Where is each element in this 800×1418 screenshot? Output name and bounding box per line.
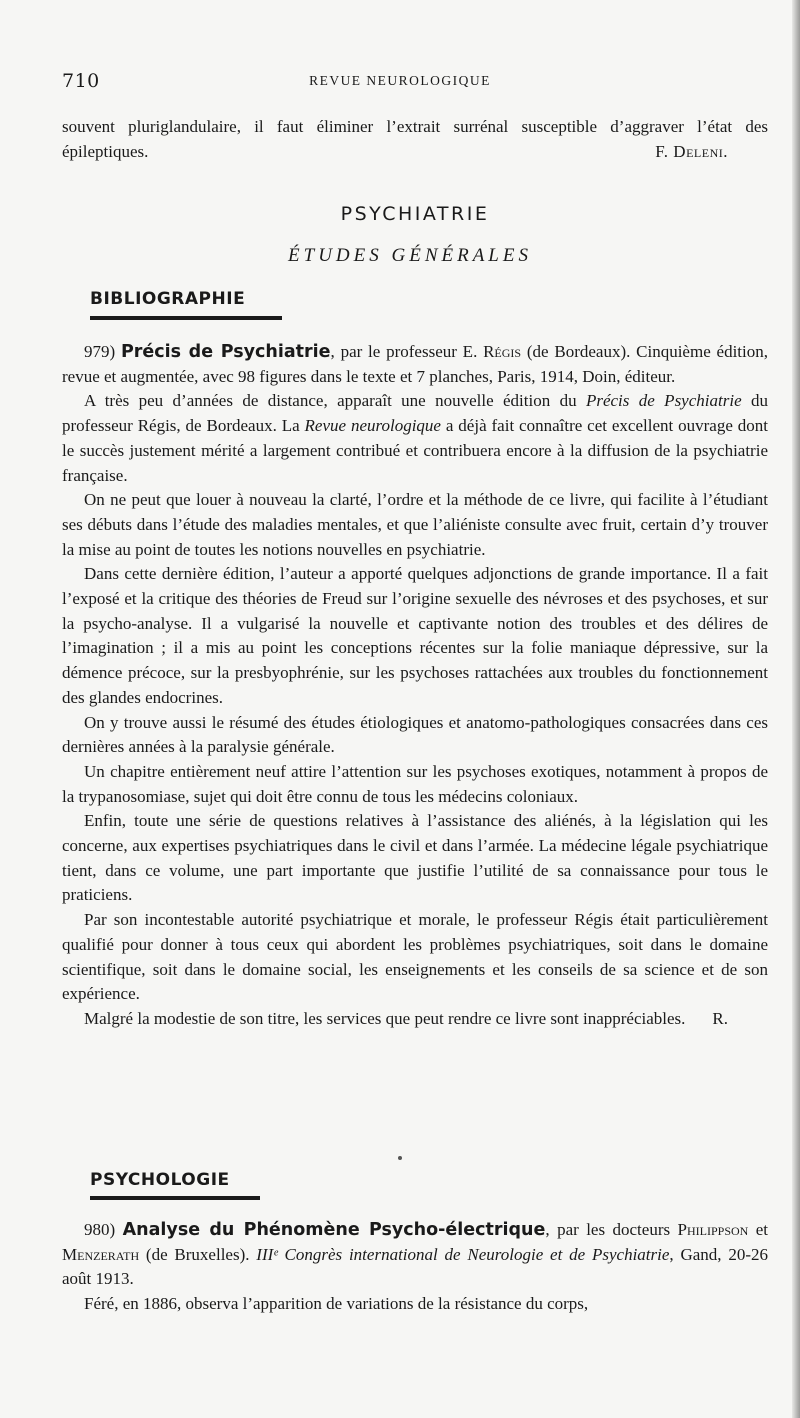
entry-979-paragraph-6: Enfin, toute une série de questions relatives à l’assistance des aliénés, à la législation qui les concerne, aux expertises psychiatriques dans le civil et dans l’armée. La médecine légale psychiatrique tient, dans ce volume, une part importante que justifie l’utilité de sa connaissance pour tous le praticiens. xyxy=(62,811,768,905)
entry-980-title: Analyse du Phénomène Psycho-électrique xyxy=(122,1220,546,1240)
entry-979-author: Régis xyxy=(483,342,522,361)
entry-980-details-4: , Gand, 20-26 août 1913. xyxy=(62,1244,768,1289)
entry-979-signature: R. xyxy=(712,1008,728,1028)
entry-980-details-3: (de Bruxelles). xyxy=(139,1244,257,1264)
intro-text: souvent pluriglandulaire, il faut éliminer l’extrait surrénal susceptible d’aggraver l’état des épileptiques. xyxy=(62,117,768,161)
p1-journal-title: Revue neurologique xyxy=(304,416,441,436)
entry-979-paragraph-1 xyxy=(62,389,768,488)
entry-979-paragraph-7: Par son incontestable autorité psychiatrique et morale, le professeur Régis était particulièrement qualifié pour donner à tous ceux qui abordent les problèmes psychiatriques, soit dans le domaine scientifique, soit dans le domaine social, les enseignements et les conseils de sa science et de son expérience. xyxy=(62,910,768,1004)
p1-text-b: du professeur Régis, de Bordeaux. La xyxy=(62,391,768,436)
running-head: REVUE NEUROLOGIQUE xyxy=(309,73,491,88)
psychology-rule xyxy=(90,1196,260,1200)
p1-book-title: Précis de Psychiatrie xyxy=(585,391,742,411)
entry-979-title: Précis de Psychiatrie xyxy=(120,342,331,362)
entry-979-publication: (de Bordeaux). Cinquième édition, revue et augmentée, avec 98 figures dans le texte et 7 planches, Paris, 1914, Doin, éditeur. xyxy=(62,342,768,386)
entry-980-details-2: et xyxy=(748,1220,769,1239)
entry-979-citation xyxy=(62,340,768,389)
entry-980-paragraph-1: Féré, en 1886, observa l’apparition de variations de la résistance du corps, xyxy=(84,1294,589,1314)
entry-979 xyxy=(62,340,768,1032)
p1-text-c: a déjà fait connaître cet excellent ouvrage dont le succès justement mérité a largement contribué et contribuera encore à la diffusion de la psychiatrie française. xyxy=(62,416,768,485)
bibliography-rule xyxy=(90,316,282,320)
psychology-heading: PSYCHOLOGIE xyxy=(90,1170,230,1190)
entry-980-author-2: Menzerath xyxy=(62,1244,140,1264)
intro-paragraph xyxy=(62,115,768,164)
section-title: PSYCHIATRIE xyxy=(340,203,490,225)
entry-980-details-1: , par les docteurs xyxy=(545,1220,678,1239)
entry-980 xyxy=(62,1218,768,1317)
page-header xyxy=(62,70,738,94)
entry-979-paragraph-4: On y trouve aussi le résumé des études étiologiques et anatomo-pathologiques consacrées dans ces dernières années à la paralysie générale. xyxy=(62,712,768,757)
entry-979-paragraph-3: Dans cette dernière édition, l’auteur a apporté quelques adjonctions de grande importance. Il a fait l’exposé et la critique des théories de Freud sur l’origine sexuelle des névroses et des psychoses, et sur la psycho-analyse. Il a vulgarisé la nouvelle et captivante notion des troubles et des délires de l’imagination ; il a mis au point les conceptions récentes sur la folie maniaque dépressive, sur la démence précoce, sur la presbyophrénie, sur les psychoses rattachées aux troubles du fonctionnement des glandes endocrines. xyxy=(62,564,768,707)
intro-signature: F. Deleni. xyxy=(655,141,728,161)
page-number: 710 xyxy=(62,70,100,92)
entry-979-details: , par le professeur E. xyxy=(330,342,484,361)
section-subtitle: ÉTUDES GÉNÉRALES xyxy=(288,245,532,266)
entry-979-paragraph-5: Un chapitre entièrement neuf attire l’attention sur les psychoses exotiques, notamment à propos de la trypanosomiase, sujet qui doit être connu de tous les médecins coloniaux. xyxy=(62,761,768,806)
entry-980-author-1: Philippson xyxy=(677,1220,749,1239)
separator-dot xyxy=(398,1156,402,1160)
p1-text-a: A très peu d’années de distance, apparaît une nouvelle édition du xyxy=(84,391,586,411)
entry-979-paragraph-8 xyxy=(62,1007,768,1032)
entry-980-citation xyxy=(62,1218,768,1292)
entry-979-number: 979) xyxy=(84,342,116,361)
bibliography-heading: BIBLIOGRAPHIE xyxy=(90,289,246,309)
p8-text: Malgré la modestie de son titre, les services que peut rendre ce livre sont inappréciables. xyxy=(84,1008,686,1028)
entry-980-number: 980) xyxy=(84,1220,116,1239)
entry-979-paragraph-2: On ne peut que louer à nouveau la clarté, l’ordre et la méthode de ce livre, qui facilite à l’étudiant ses débuts dans l’étude des maladies mentales, et que l’aliéniste consulte avec fruit, certain d’y trouver la mise au point de toutes les notions nouvelles en psychiatrie. xyxy=(62,490,768,559)
entry-980-congress: IIIᵉ Congrès international de Neurologie et de Psychiatrie xyxy=(256,1244,670,1264)
